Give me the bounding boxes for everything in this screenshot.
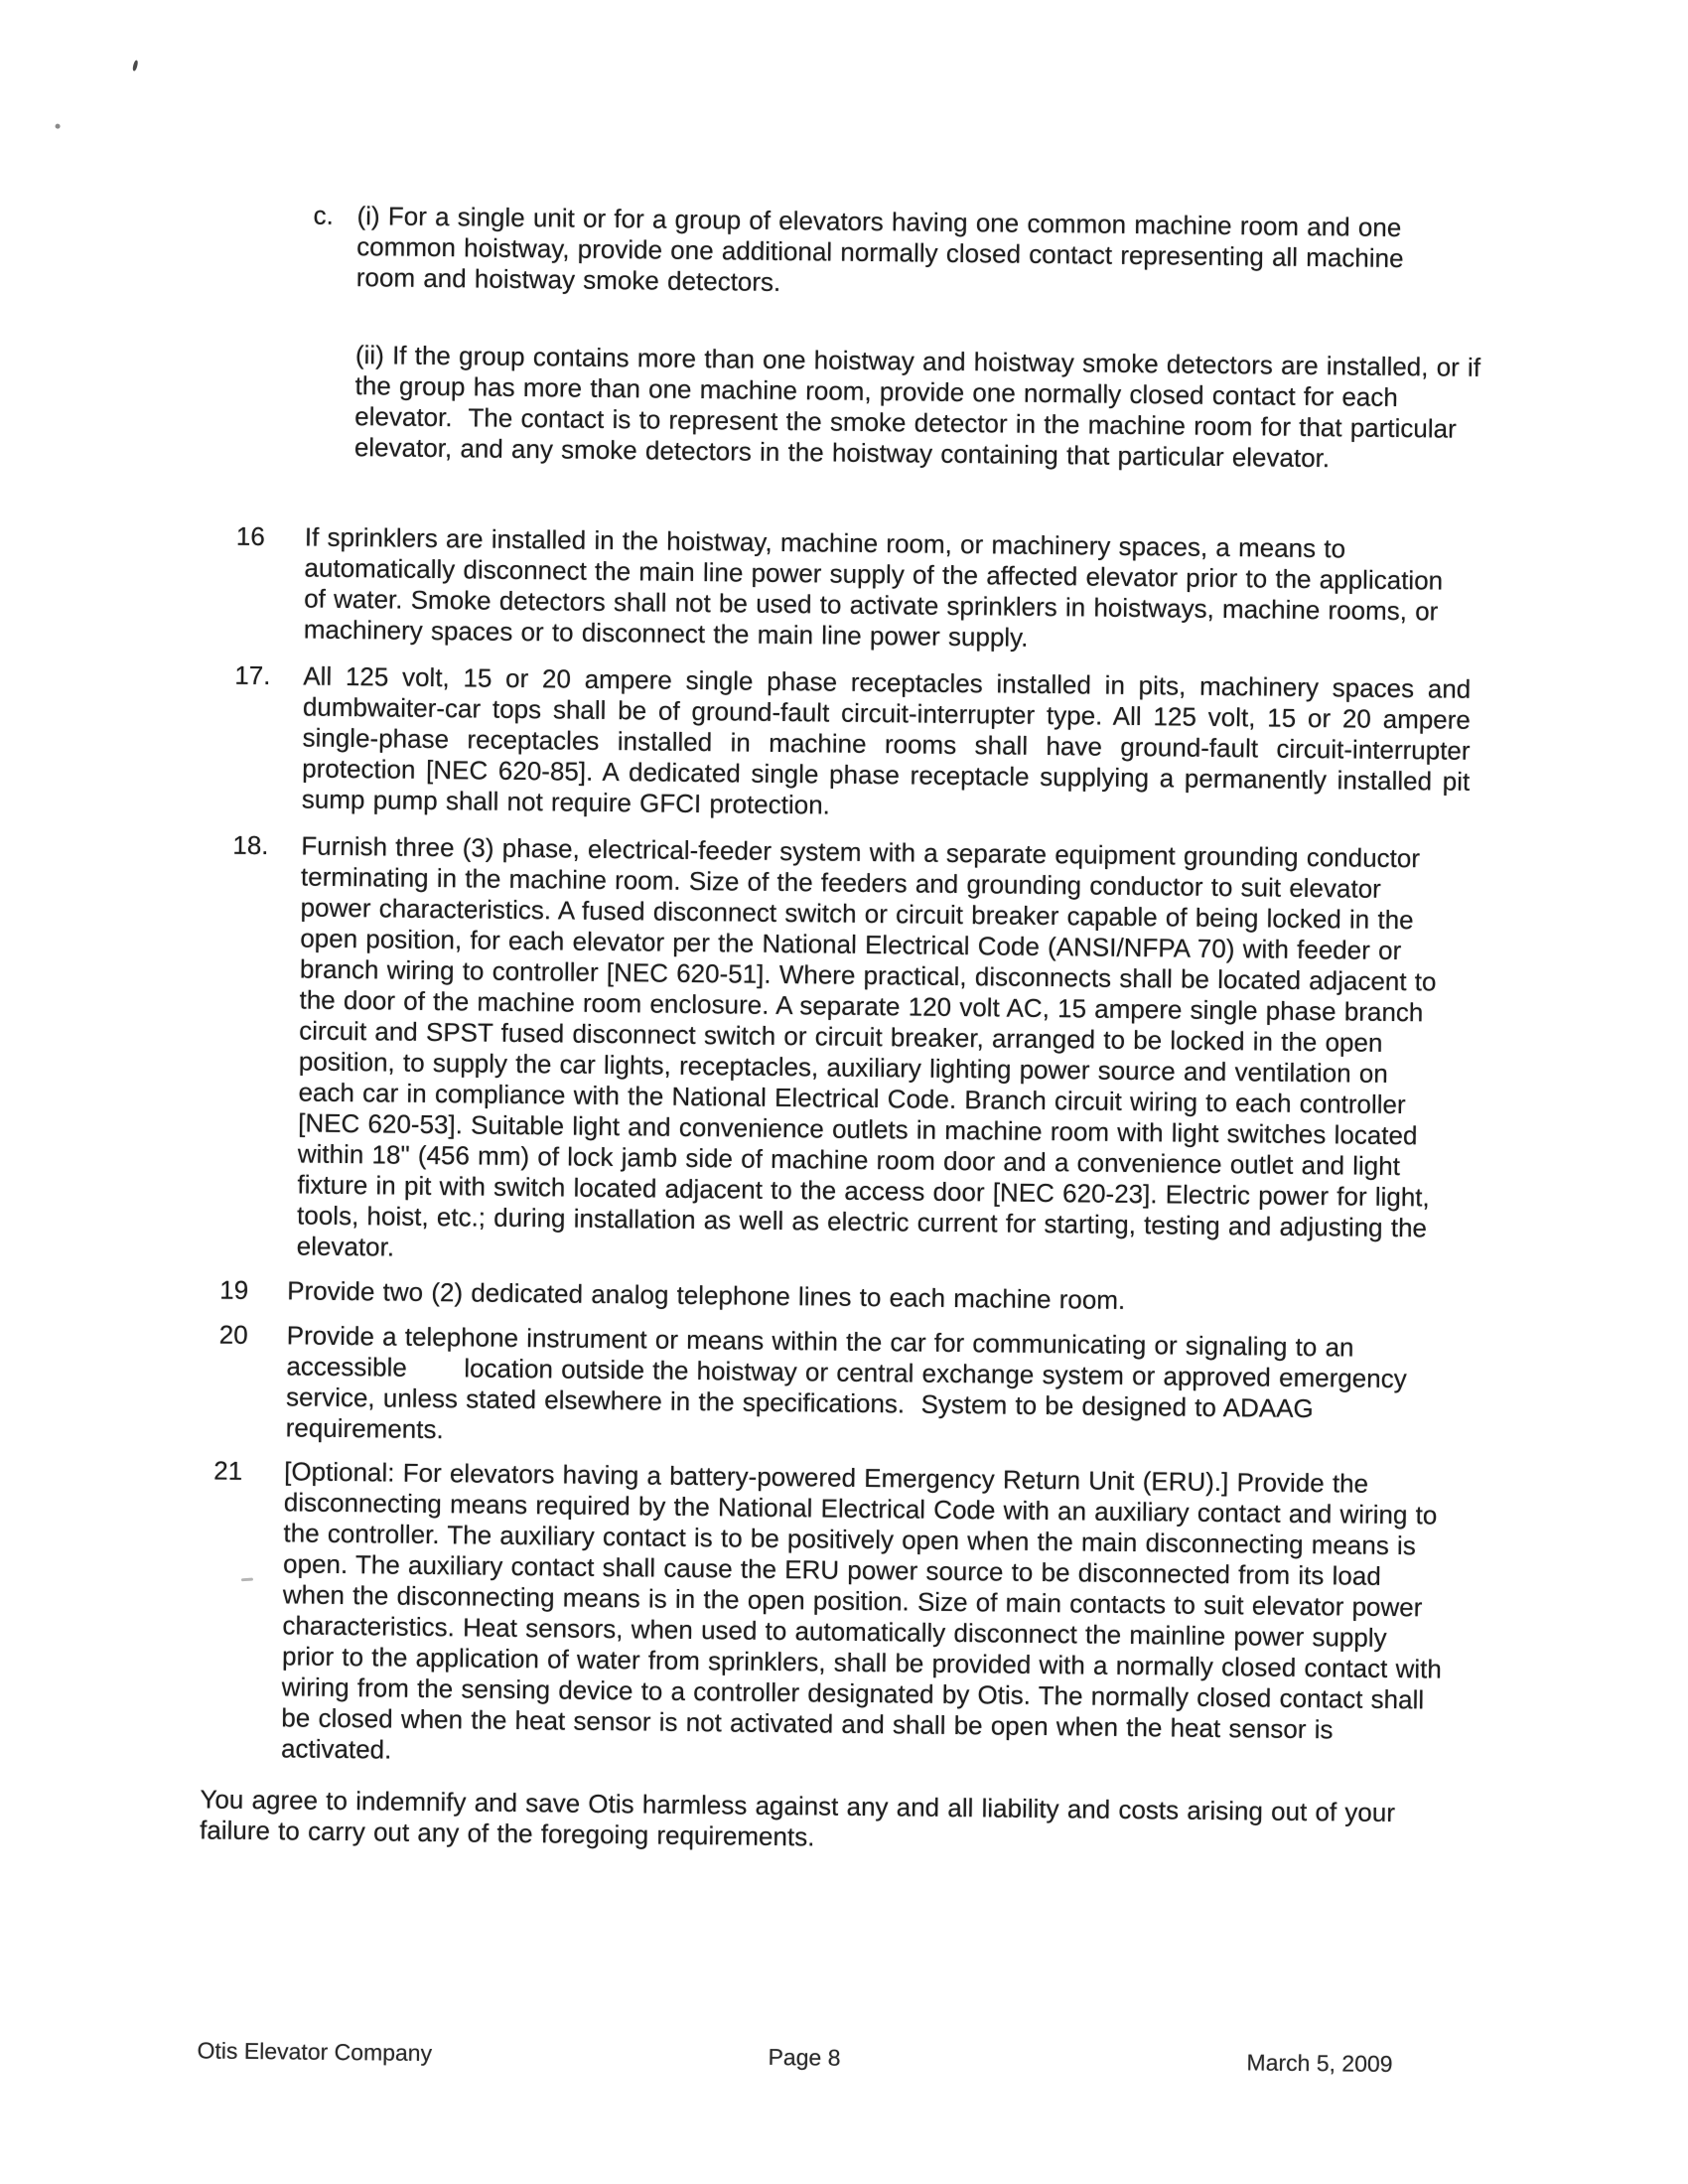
footer-page-number: Page 8 [768, 2043, 841, 2071]
list-item-20 [218, 1319, 1416, 1457]
item-number: 20 [218, 1319, 248, 1350]
item-number: 16 [235, 520, 265, 552]
sub-item-text: (ii) If the group contains more than one hoistway and hoistway smoke detectors are installed, or if the group has more than one machine room, provide one normally closed contact for each elevator. The contact is to represent the smoke detector in the machine room for that particular elevator, and any smoke detectors in the hoistway containing that particular elevator. [353, 340, 1489, 474]
list-item-16 [235, 520, 1452, 658]
sub-item-marker: c. [313, 200, 334, 230]
item-text: All 125 volt, 15 or 20 ampere single phase receptacles installed in pits, machinery spaces and dumbwaiter-car tops shall be of ground-fault circuit-interrupter type. All 125 volt, 15 or 20 ampere single-phase receptacles installed in machine rooms shall have ground-fault circuit-interrupter protection [NEC 620-85]. A dedicated single phase receptacle supplying a permanently installed pit sump pump shall not require GFCI protection. [301, 660, 1479, 820]
item-text: If sprinklers are installed in the hoistway, machine room, or machinery spaces, a means to automatically disconnect the main line power supply of the affected elevator prior to the application of water. Smoke detectors shall not be used to activate sprinklers in hoistways, machine rooms, or machinery spaces or to disconnect the main line power supply. [303, 521, 1452, 653]
footer-company: Otis Elevator Company [197, 2037, 433, 2067]
item-text: Furnish three (3) phase, electrical-feeder system with a separate equipment grounding conductor terminating in the machine room. Size of the feeders and grounding conductor to suit elevator power characteristics. A fused disconnect switch or circuit breaker capable of being locked in the open position, for each elevator per the National Electrical Code (ANSI/NFPA 70) with feeder or branch wiring to controller [NEC 620-51]. Where practical, disconnects shall be located adjacent to the door of the machine room enclosure. A separate 120 volt AC, 15 ampere single phase branch circuit and SPST fused disconnect switch or circuit breaker, arranged to be locked in the open position, to supply the car lights, receptacles, auxiliary lighting power source and ventilation on each car in compliance with the National Electrical Code. Branch circuit wiring to each controller [NEC 620-53]. Suitable light and convenience outlets in machine room with light switches located within 18" (456 mm) of lock jamb side of machine room door and a convenience outlet and light fixture in pit with switch located adjacent to the access door [NEC 620-23]. Electric power for light, tools, hoist, etc.; during installation as well as electric current for starting, testing and adjusting the elevator. [296, 830, 1445, 1262]
list-item-18 [228, 830, 1454, 1275]
item-number: 18. [232, 829, 269, 861]
item-text: Provide a telephone instrument or means within the car for communicating or signaling to an accessible location outside the hoistway or central exchange system or approved emergency service, unless stated elsewhere in the specifications. System to be designed to ADAAG requirements. [285, 1320, 1416, 1445]
sub-item-c-i [313, 201, 1455, 306]
item-number: 19 [219, 1274, 249, 1305]
sub-item-c-ii [311, 340, 1497, 477]
closing-paragraph [200, 1784, 1472, 1860]
list-item-19 [219, 1275, 1449, 1320]
scan-artifact-tick [132, 60, 139, 72]
list-item-21 [211, 1455, 1451, 1778]
item-number: 17. [234, 659, 271, 691]
sub-item-text: (i) For a single unit or for a group of elevators having one common machine room and one common hoistway, provide one additional normally closed contact representing all machine room and hoistway smoke detectors. [355, 201, 1412, 297]
list-item-17 [233, 659, 1479, 828]
closing-text: You agree to indemnify and save Otis harmless against any and all liability and costs arising out of your failure to carry out any of the foregoing requirements. [199, 1784, 1404, 1852]
scan-artifact-dot [56, 124, 61, 129]
item-number: 21 [213, 1455, 243, 1486]
item-text: Provide two (2) dedicated analog telephone lines to each machine room. [287, 1275, 1126, 1315]
footer-date: March 5, 2009 [1246, 2049, 1393, 2078]
item-text: [Optional: For elevators having a battery-powered Emergency Return Unit (ERU).] Provide the disconnecting means required by the National Electrical Code with an auxiliary contact and wiring to the controller. The auxiliary contact is to be positively open when the main disconnecting means is open. The auxiliary contact shall cause the ERU power source to be disconnected from its load when the disconnecting means is in the open position. Size of main contacts to suit elevator power characteristics. Heat sensors, when used to automatically disconnect the mainline power supply prior to the application of water from sprinklers, shall be provided with a normally closed contact with wiring from the sensing device to a controller designated by Otis. The normally closed contact shall be closed when the heat sensor is not activated and shall be open when the heat sensor is activated. [280, 1456, 1451, 1765]
